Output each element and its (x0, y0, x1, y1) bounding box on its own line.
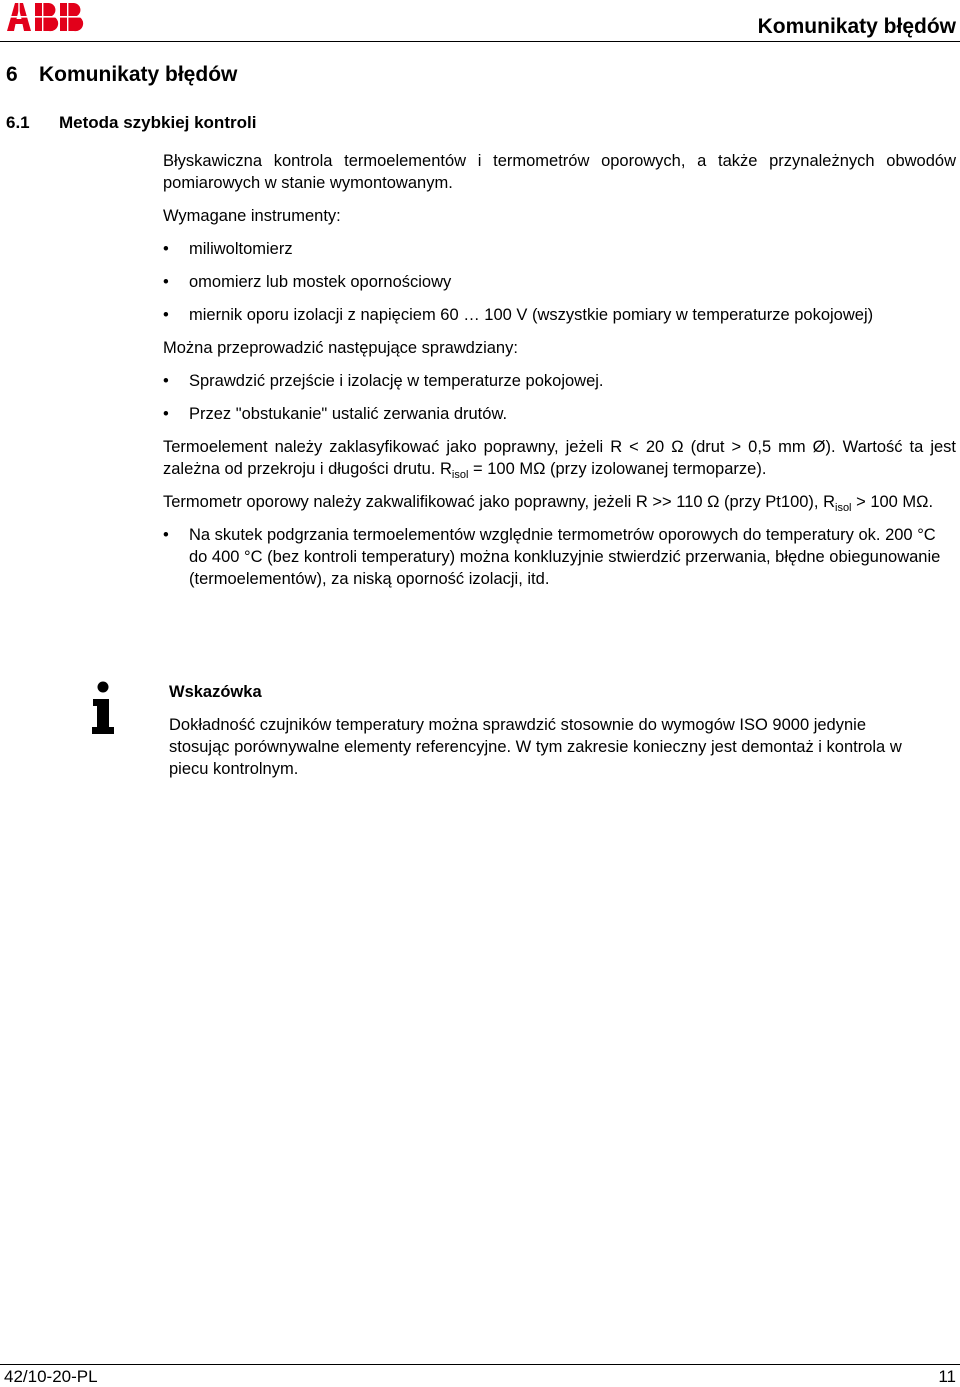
bullet-icon: • (163, 240, 169, 258)
doc-number: 42/10-20-PL (4, 1367, 98, 1386)
list-item: • Przez "obstukanie" ustalić zerwania drutów. (163, 405, 508, 423)
note-text: Dokładność czujników temperatury można sprawdzić stosownie do wymogów ISO 9000 jedynie stosując porównywalne elementy referencyjne. W tym zakresie konieczny jest demontaż i kontrola w piecu kontrolnym. (169, 716, 902, 778)
instruments-label: Wymagane instrumenty: (163, 207, 341, 225)
list-item: • Na skutek podgrzania termoelementów względnie termometrów oporowych do temperatury ok. 200 °C do 400 °C (bez kontroli temperatury) można konkluzyjnie stwierdzić przerwania, błędne obiegunowanie (termoelementów), za niską oporność izolacji, itd. (163, 526, 941, 588)
page-number: 11 (938, 1367, 956, 1386)
bullet-icon: • (163, 306, 169, 324)
header-title: Komunikaty błędów (757, 15, 956, 38)
bullet-icon: • (163, 372, 169, 390)
footer-divider (0, 1364, 960, 1365)
list-item: • Sprawdzić przejście i izolację w temperaturze pokojowej. (163, 372, 604, 390)
list-item: • miliwoltomierz (163, 240, 293, 258)
bullet-icon: • (163, 405, 169, 423)
note-title: Wskazówka (169, 683, 262, 701)
info-icon (90, 681, 116, 735)
section-number: 6 (6, 63, 18, 86)
section-heading (6, 62, 237, 88)
subsection-title: Metoda szybkiej kontroli (59, 113, 257, 132)
subsection-heading (6, 112, 256, 134)
subsection-number: 6.1 (6, 113, 30, 132)
rtd-paragraph: Termometr oporowy należy zakwalifikować jako poprawny, jeżeli R >> 110 Ω (przy Pt100), $R_{isol} > 100$ MΩ. (163, 493, 934, 514)
list-item: • omomierz lub mostek opornościowy (163, 273, 452, 291)
bullet-icon: • (163, 273, 169, 291)
body-content (163, 150, 956, 590)
note-block (169, 681, 929, 780)
bullet-icon: • (163, 526, 169, 544)
checks-label: Można przeprowadzić następujące sprawdziany: (163, 339, 518, 357)
section-title: Komunikaty błędów (39, 63, 238, 86)
intro-paragraph: Błyskawiczna kontrola termoelementów i termometrów oporowych, a także przynależnych obwodów pomiarowych w stanie wymontowanym. (163, 152, 956, 192)
list-item: • miernik oporu izolacji z napięciem 60 … 100 V (wszystkie pomiary w temperaturze pokojowej) (163, 306, 874, 324)
header-divider (0, 41, 960, 42)
abb-logo (5, 2, 89, 32)
thermocouple-paragraph: Termoelement należy zaklasyfikować jako poprawny, jeżeli R < 20 Ω (drut > 0,5 mm Ø). Wartość ta jest zależna od przekroju i długości drutu. $R_{isol} = 100$ MΩ (przy izolowanej termoparze). (163, 438, 956, 481)
